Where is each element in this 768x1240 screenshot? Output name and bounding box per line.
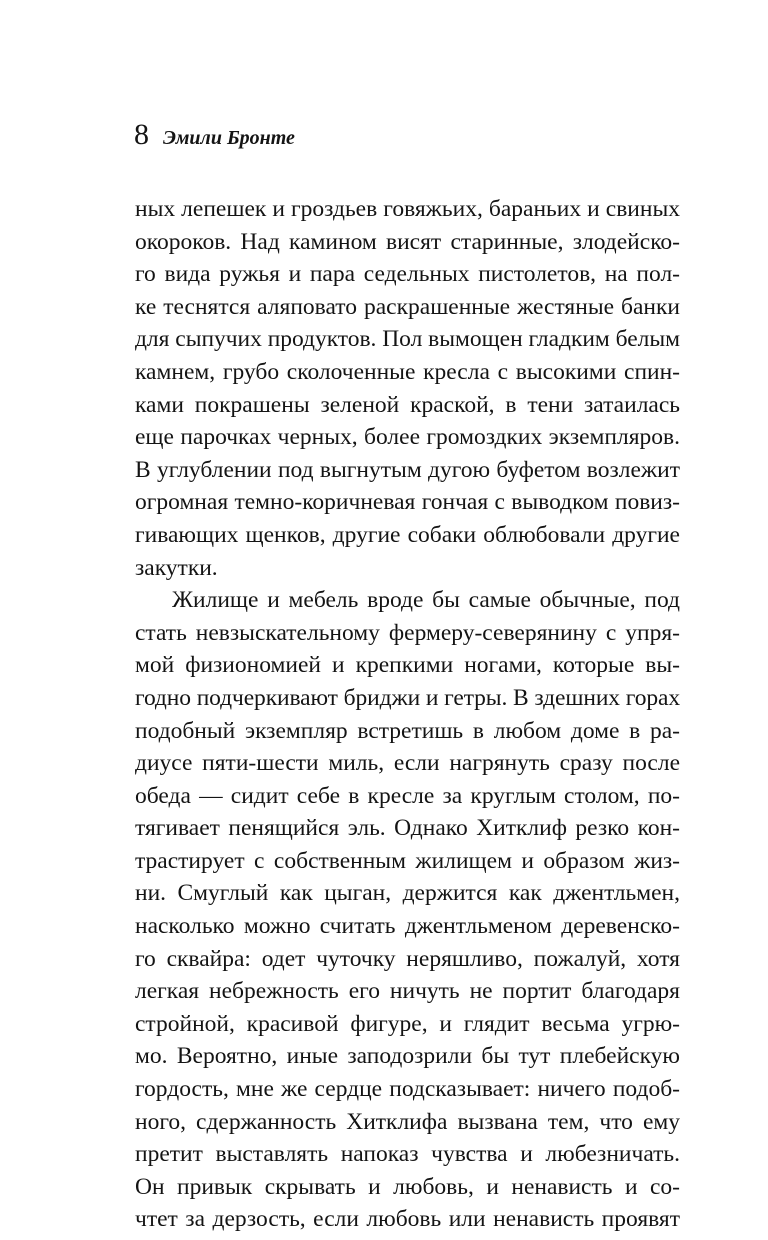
- text-line: гивающих щенков, другие собаки облюбовали другие: [135, 521, 680, 548]
- text-line: насколько можно считать джентльменом деревенско-: [135, 913, 680, 940]
- text-line: В углублении под выгнутым дугою буфетом возлежит: [135, 456, 680, 483]
- text-line: ни. Смуглый как цыган, держится как джентльмен,: [135, 880, 680, 907]
- text-line: ками покрашены зеленой краской, в тени затаилась: [135, 391, 680, 418]
- text-line: ных лепешек и гроздьев говяжьих, бараньих и свиных: [135, 196, 680, 222]
- text-line: трастирует с собственным жилищем и образом жиз-: [135, 847, 680, 874]
- text-line: мой физиономией и крепкими ногами, которые вы-: [135, 652, 680, 679]
- text-line: закутки.: [135, 554, 218, 581]
- text-line: го сквайра: одет чуточку неряшливо, пожалуй, хотя: [135, 945, 680, 972]
- text-line: мо. Вероятно, иные заподозрили бы тут плебейскую: [135, 1043, 680, 1070]
- text-line: гордость, мне же сердце подсказывает: ничего подоб-: [135, 1076, 680, 1103]
- text-line: годно подчеркивают бриджи и гетры. В здешних горах: [135, 684, 680, 711]
- body-text: [135, 193, 680, 1236]
- running-head-author: Эмили Бронте: [163, 127, 295, 149]
- text-line: диусе пяти-шести миль, если нагрянуть сразу после: [135, 750, 680, 777]
- running-head: [134, 118, 295, 154]
- text-line: стать невзыскательному фермеру-северянину с упря-: [135, 619, 680, 646]
- text-line: го вида ружья и пара седельных пистолетов, на пол-: [135, 261, 680, 288]
- text-line: обеда — сидит себе в кресле за круглым столом, по-: [135, 782, 680, 809]
- text-line: легкая небрежность его ничуть не портит благодаря: [135, 978, 680, 1005]
- text-line: Он привык скрывать и любовь, и ненависть и со-: [135, 1173, 680, 1200]
- text-line: еще парочках черных, более громоздких экземпляров.: [135, 424, 680, 451]
- text-line: стройной, красивой фигуре, и глядит весьма угрю-: [135, 1010, 680, 1037]
- text-line: огромная темно-коричневая гончая с выводком повиз-: [135, 489, 680, 516]
- text-line: тягивает пенящийся эль. Однако Хитклиф резко кон-: [135, 815, 680, 842]
- text-line: камнем, грубо сколоченные кресла с высокими спин-: [135, 358, 680, 385]
- text-line: подобный экземпляр встретишь в любом доме в ра-: [135, 717, 680, 744]
- text-line: Жилище и мебель вроде бы самые обычные, под: [172, 587, 680, 614]
- text-line: чтет за дерзость, если любовь или ненависть проявят: [135, 1206, 680, 1233]
- text-line: претит выставлять напоказ чувства и любезничать.: [135, 1141, 680, 1168]
- page-number: 8: [134, 118, 149, 151]
- text-line: ного, сдержанность Хитклифа вызвана тем, что ему: [135, 1108, 680, 1135]
- text-line: окороков. Над камином висят старинные, злодейско-: [135, 228, 680, 255]
- text-line: ке теснятся аляповато раскрашенные жестяные банки: [135, 293, 680, 320]
- text-line: для сыпучих продуктов. Пол вымощен гладким белым: [135, 326, 680, 353]
